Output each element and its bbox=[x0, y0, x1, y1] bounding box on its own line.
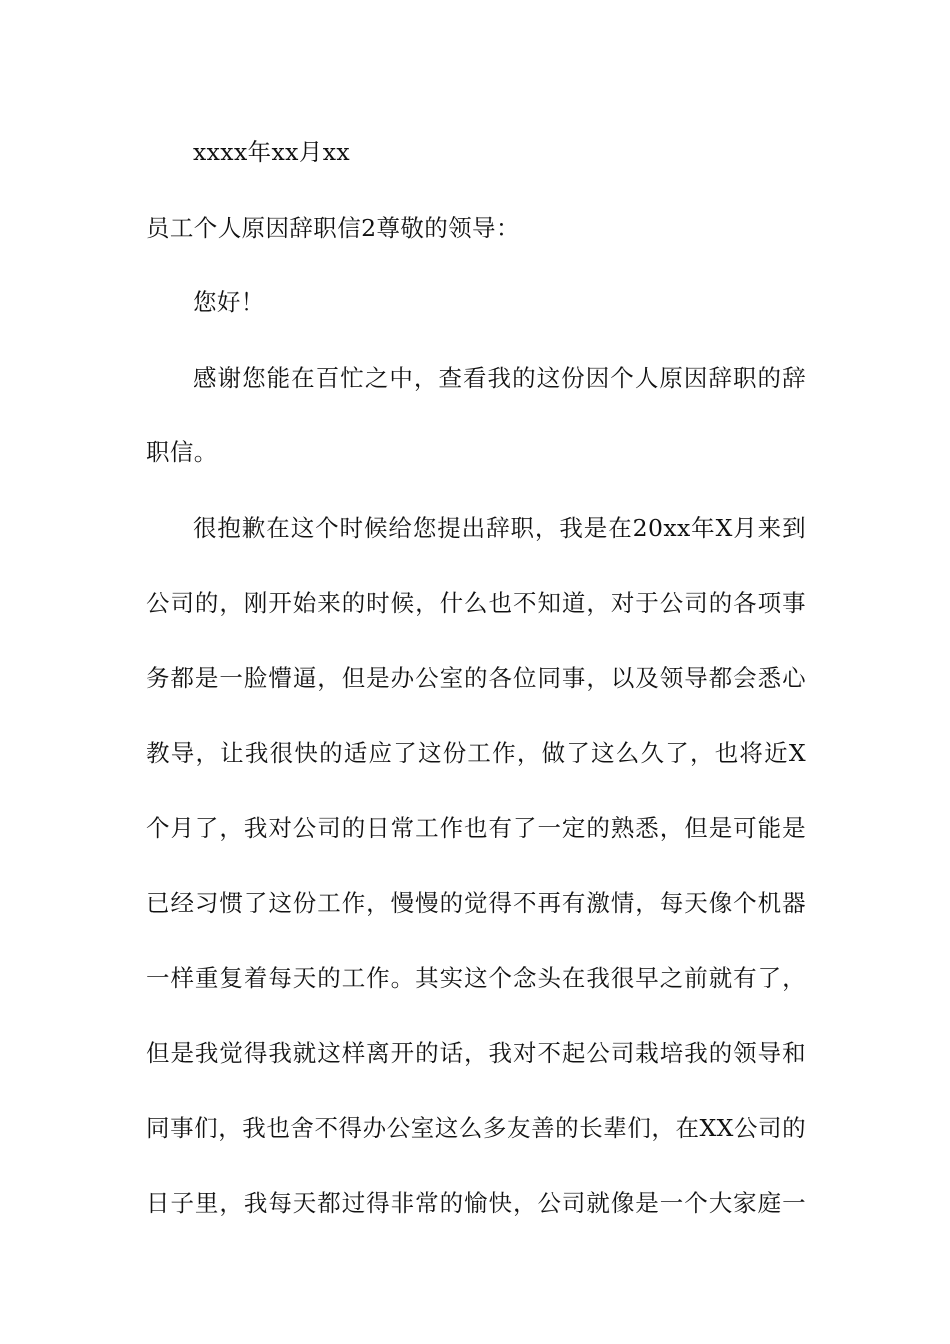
body-line: 职信。 bbox=[146, 438, 218, 466]
date-line: xxxx年xx月xx bbox=[193, 138, 351, 166]
body-line: 一样重复着每天的工作。其实这个念头在我很早之前就有了， bbox=[146, 964, 806, 992]
body-line: 但是我觉得我就这样离开的话，我对不起公司栽培我的领导和 bbox=[146, 1039, 806, 1067]
letter-heading: 员工个人原因辞职信2尊敬的领导： bbox=[146, 214, 520, 242]
body-line: 公司的，刚开始来的时候，什么也不知道，对于公司的各项事 bbox=[146, 589, 806, 617]
body-line: 已经习惯了这份工作，慢慢的觉得不再有激情，每天像个机器 bbox=[146, 889, 806, 917]
body-line: 很抱歉在这个时候给您提出辞职，我是在20xx年X月来到 bbox=[193, 514, 806, 542]
body-line: 务都是一脸懵逼，但是办公室的各位同事，以及领导都会悉心 bbox=[146, 664, 806, 692]
body-line: 日子里，我每天都过得非常的愉快，公司就像是一个大家庭一 bbox=[146, 1189, 806, 1217]
body-line: 感谢您能在百忙之中，查看我的这份因个人原因辞职的辞 bbox=[193, 364, 806, 392]
body-line: 教导，让我很快的适应了这份工作，做了这么久了，也将近X bbox=[146, 739, 806, 767]
greeting-line: 您好！ bbox=[193, 288, 265, 316]
body-line: 个月了，我对公司的日常工作也有了一定的熟悉，但是可能是 bbox=[146, 814, 806, 842]
body-line: 同事们，我也舍不得办公室这么多友善的长辈们，在XX公司的 bbox=[146, 1114, 806, 1142]
